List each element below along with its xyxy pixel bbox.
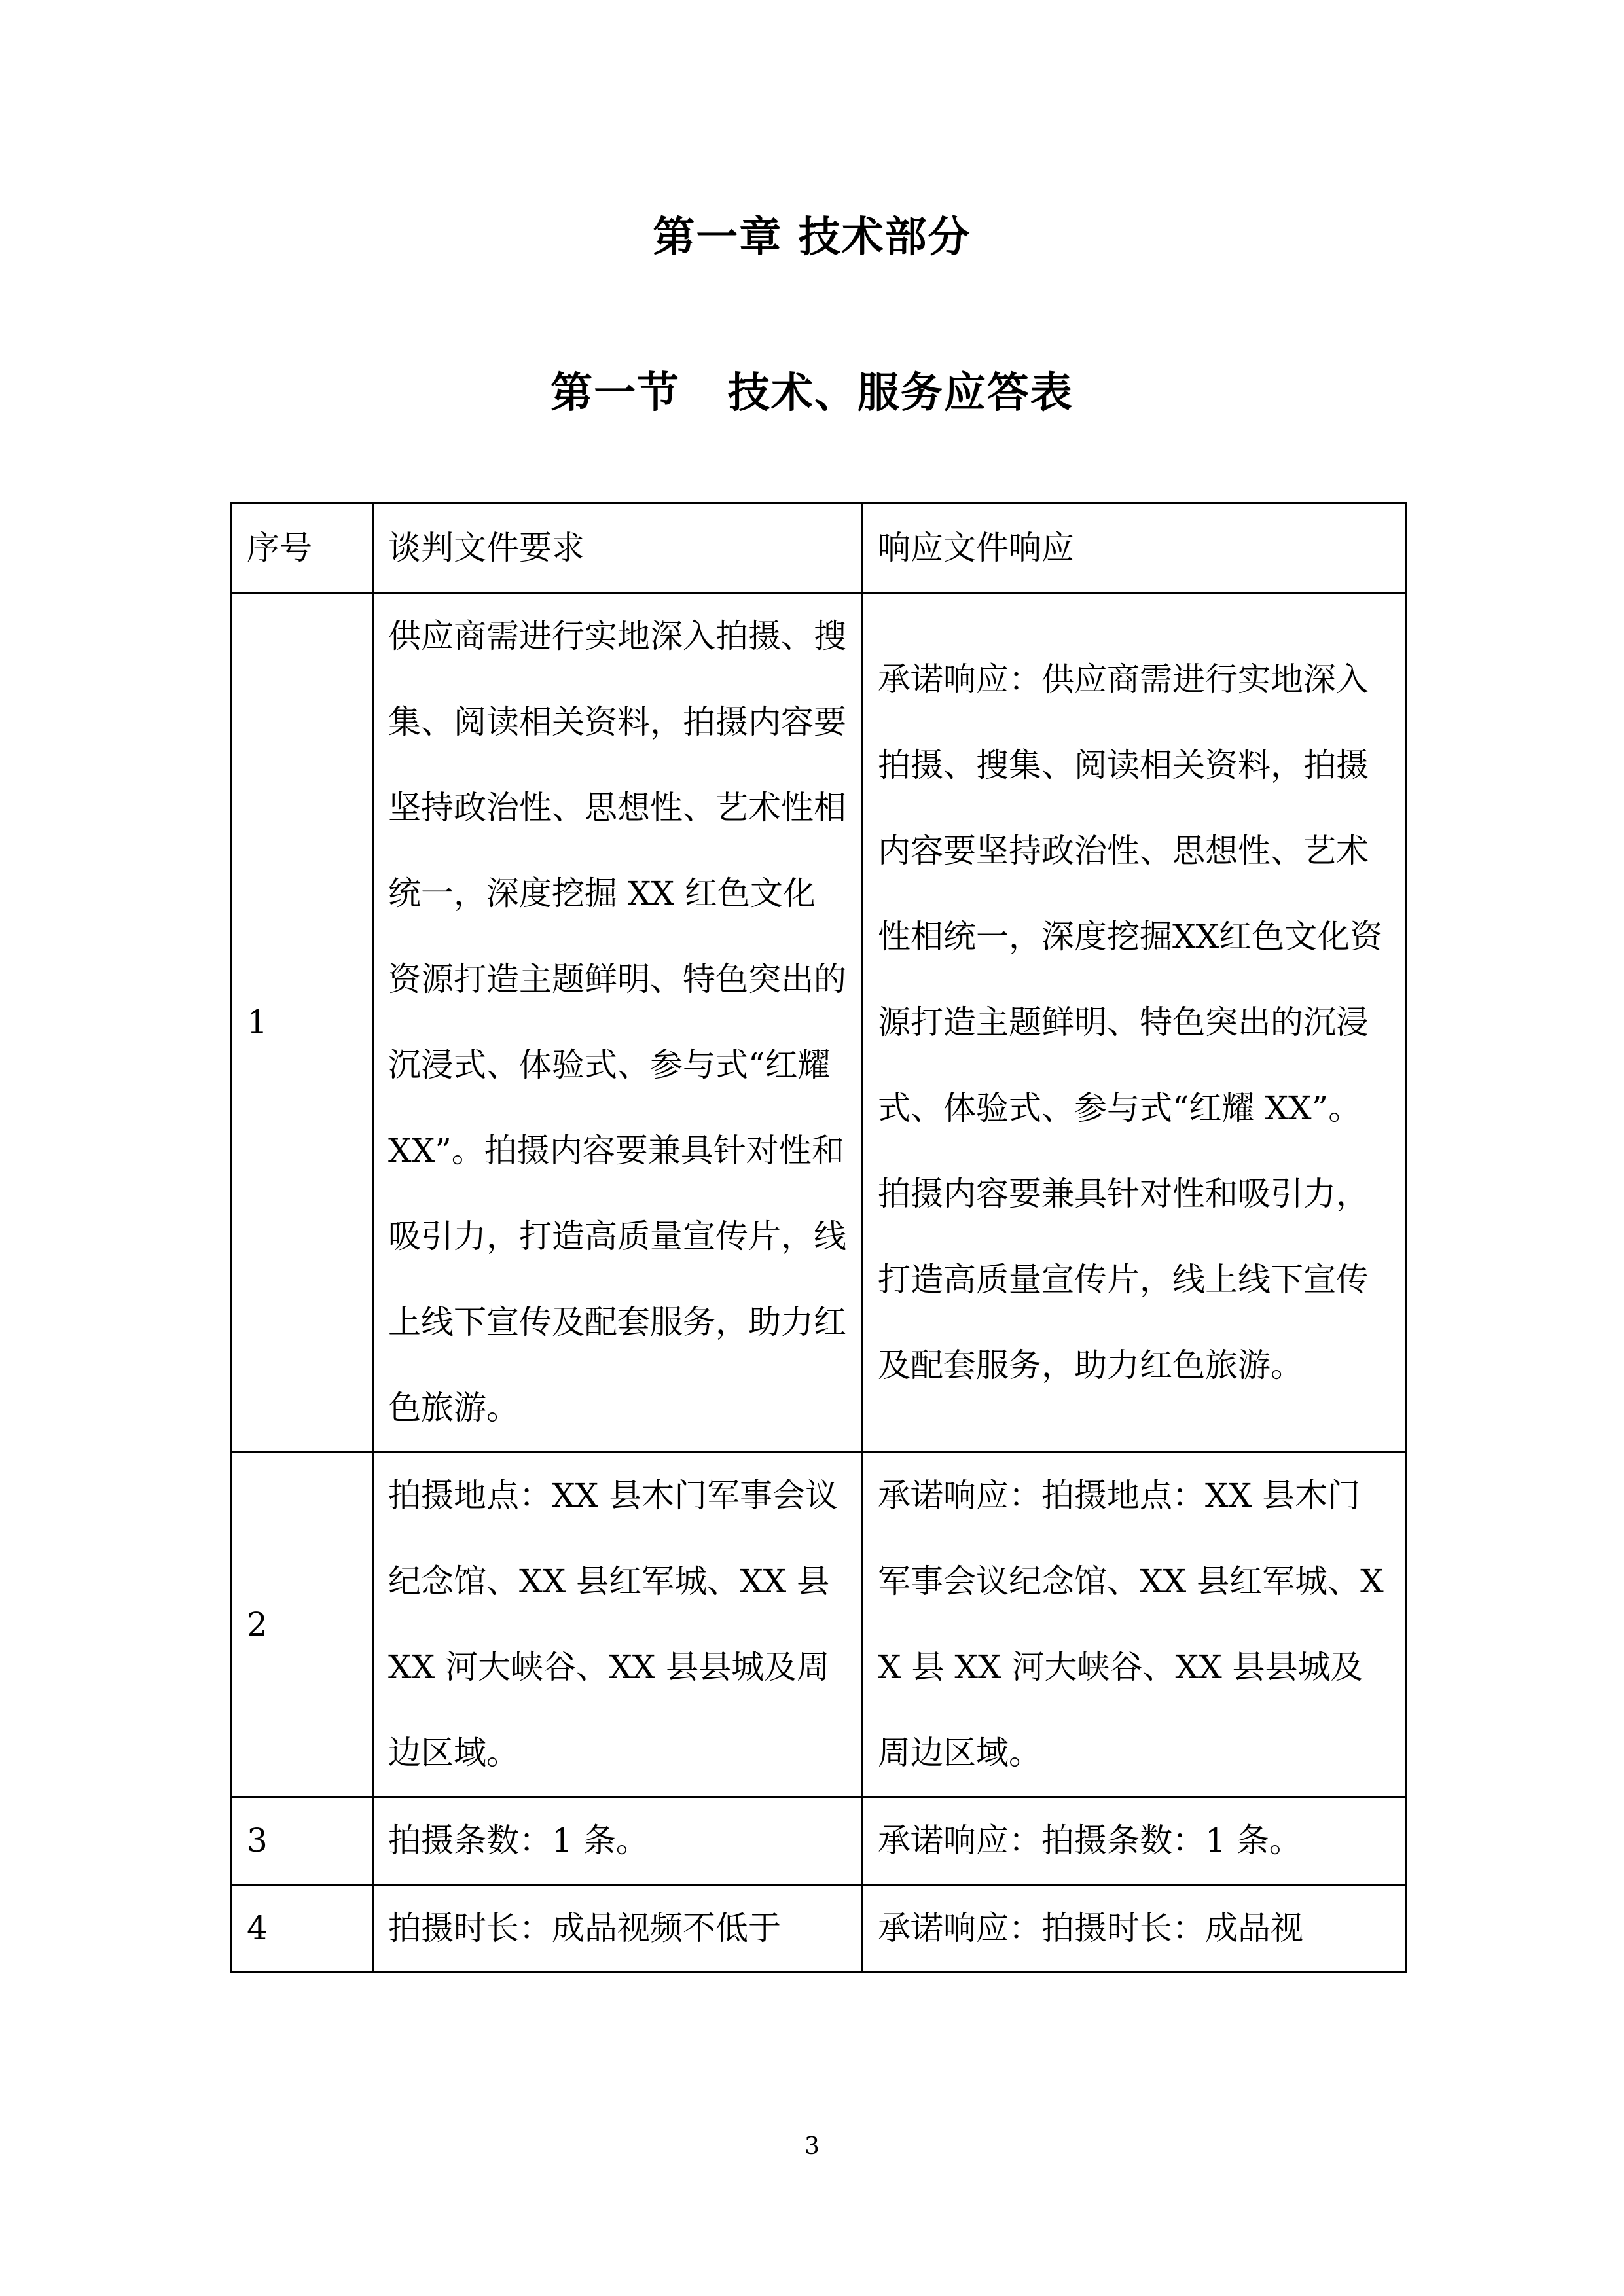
table-row xyxy=(232,1885,1406,1973)
response-cell: 承诺响应：拍摄地点：XX 县木门军事会议纪念馆、XX 县红军城、XX 县 XX 河大峡谷、XX 县县城及周边区域。 xyxy=(863,1452,1406,1797)
table-row xyxy=(232,593,1406,1452)
header-requirement: 谈判文件要求 xyxy=(373,503,863,593)
row-number: 1 xyxy=(232,593,373,1452)
response-cell: 承诺响应：供应商需进行实地深入拍摄、搜集、阅读相关资料，拍摄内容要坚持政治性、思想性、艺术性相统一，深度挖掘XX红色文化资源打造主题鲜明、特色突出的沉浸式、体验式、参与式“红耀 XX”。拍摄内容要兼具针对性和吸引力，打造高质量宣传片，线上线下宣传及配套服务，助力红色旅游。 xyxy=(863,593,1406,1452)
response-cell: 承诺响应：拍摄时长：成品视 xyxy=(863,1885,1406,1973)
response-table xyxy=(230,502,1407,1973)
table-header-row xyxy=(232,503,1406,593)
row-number: 2 xyxy=(232,1452,373,1797)
response-cell: 承诺响应：拍摄条数：1 条。 xyxy=(863,1797,1406,1885)
chapter-title: 第一章 技术部分 xyxy=(653,213,971,262)
row-number: 3 xyxy=(232,1797,373,1885)
requirement-cell: 拍摄地点：XX 县木门军事会议纪念馆、XX 县红军城、XX 县 XX 河大峡谷、XX 县县城及周边区域。 xyxy=(373,1452,863,1797)
requirement-cell: 拍摄条数：1 条。 xyxy=(373,1797,863,1885)
row-number: 4 xyxy=(232,1885,373,1973)
requirement-cell: 拍摄时长：成品视频不低于 xyxy=(373,1885,863,1973)
page-number: 3 xyxy=(804,2133,820,2160)
header-response: 响应文件响应 xyxy=(863,503,1406,593)
header-serial-number: 序号 xyxy=(232,503,373,593)
table-row xyxy=(232,1452,1406,1797)
table-row xyxy=(232,1797,1406,1885)
requirement-cell: 供应商需进行实地深入拍摄、搜集、阅读相关资料，拍摄内容要坚持政治性、思想性、艺术性相统一，深度挖掘 XX 红色文化资源打造主题鲜明、特色突出的沉浸式、体验式、参与式“红耀 XX”。拍摄内容要兼具针对性和吸引力，打造高质量宣传片，线上线下宣传及配套服务，助力红色旅游。 xyxy=(373,593,863,1452)
section-title: 第一节 技术、服务应答表 xyxy=(550,368,1074,418)
